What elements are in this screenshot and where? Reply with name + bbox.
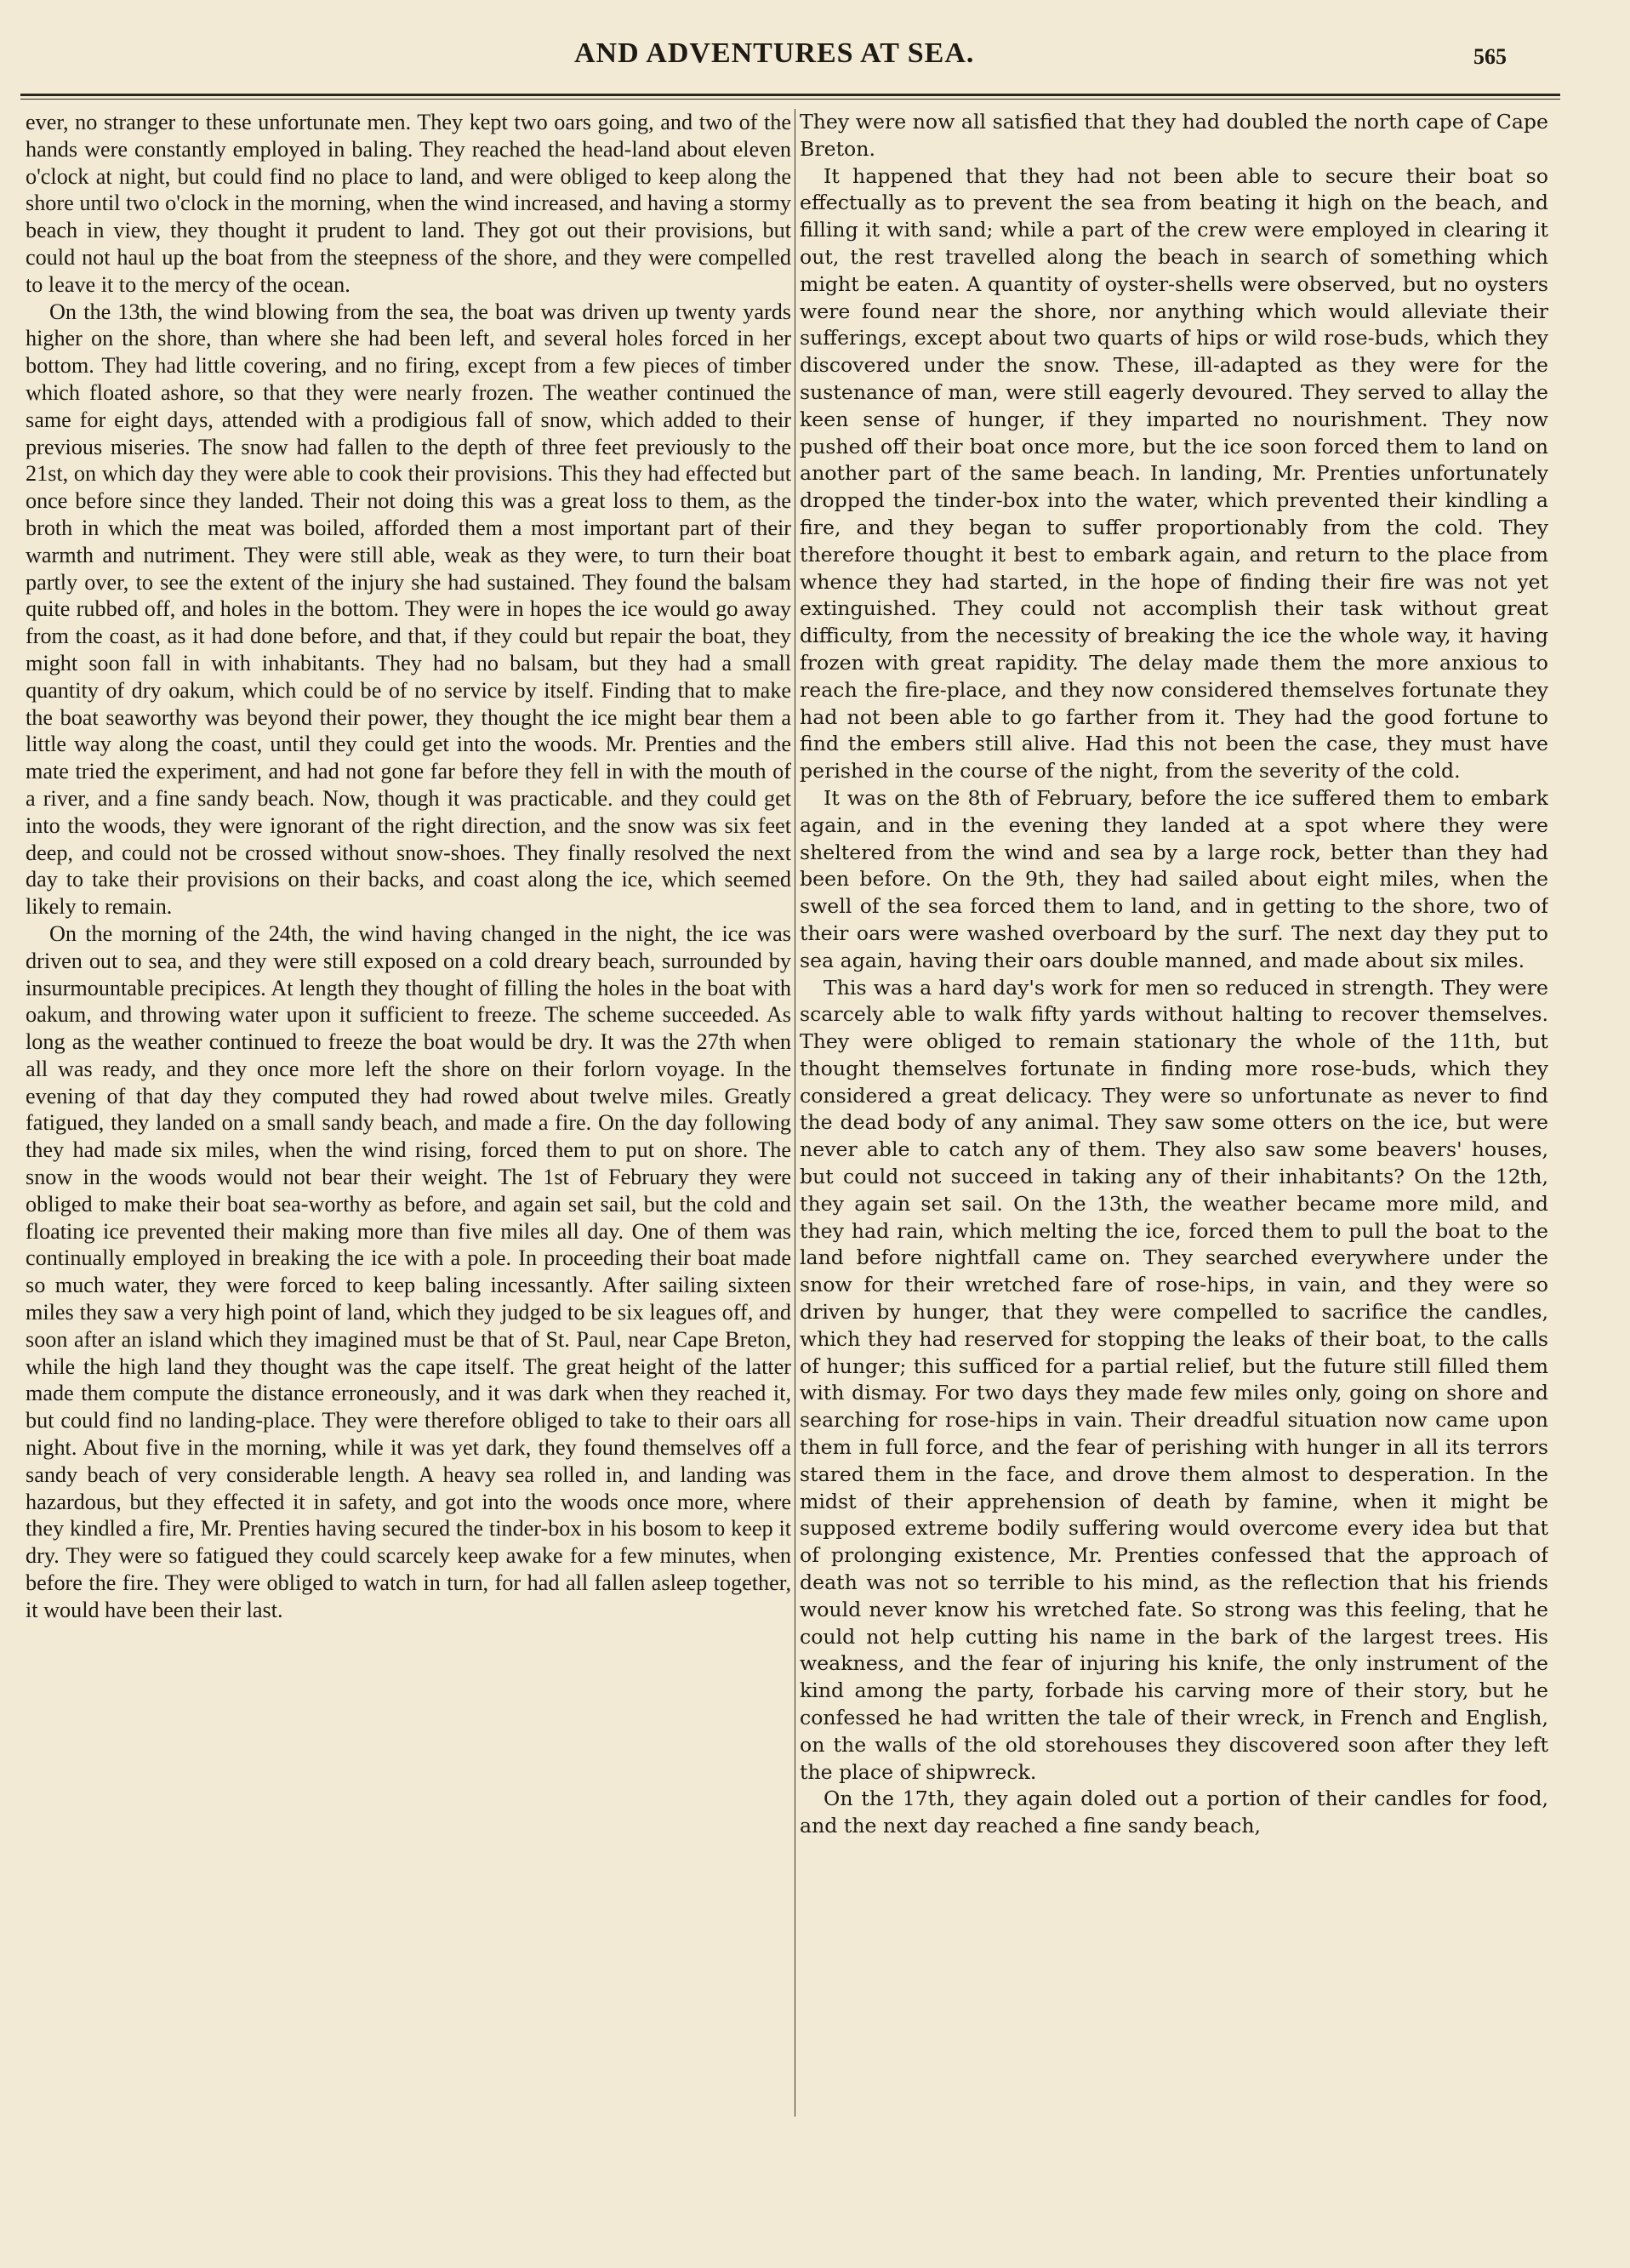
right-paragraph-4: This was a hard day's work for men so reduced in strength. They were scarcely able to walk fifty yards without halting to recover themselves. They were obliged to remain stationary the whole of the 11th, but thought themselves fortunate in finding more rose-buds, which they considered a great delicacy. They were so unfortunate as never to find the dead body of any animal. They saw some otters on the ice, but were never able to catch any of them. They also saw some beavers' houses, but could not succeed in taking any of their inhabitants? On the 12th, they again set sail. On the 13th, the weather became more mild, and they had rain, which melting the ice, forced them to pull the boat to the land before nightfall came on. They searched everywhere under the snow for their wretched fare of rose-hips, in vain, and they were so driven by hunger, that they were compelled to sacrifice the candles, which they had reserved for stopping the leaks of their boat, to the calls of hunger; this sufficed for a partial relief, but the future still filled them with dismay. For two days they made few miles only, going on shore and searching for rose-hips in vain. Their dreadful situation now came upon them in full force, and the fear of perishing with hunger in all its terrors stared them in the face, and drove them almost to desperation. In the midst of their apprehension of death by famine, when it might be supposed extreme bodily suffering would overcome every idea but that of prolonging existence, Mr. Prenties confessed that the approach of death was not so terrible to his mind, as the reflection that his friends would never know his wretched fate. So strong was this feeling, that he could not help cutting his name in the bark of the largest trees. His weakness, and the fear of injuring his knife, the only instrument of the kind among the party, forbade his carving more of their story, but he confessed he had written the tale of their wreck, in French and English, on the walls of the old storehouses they discovered soon after they left the place of shipwreck. xyxy=(800,975,1548,1784)
right-paragraph-5: On the 17th, they again doled out a portion of their candles for food, and the next day reached a fine sandy beach, xyxy=(800,1786,1548,1838)
page-number: 565 xyxy=(1473,44,1507,69)
header-rule xyxy=(20,94,1560,96)
left-column xyxy=(26,109,791,2125)
running-head xyxy=(0,37,1630,80)
left-paragraph-3: On the morning of the 24th, the wind having changed in the night, the ice was driven out to sea, and they were still exposed on a cold dreary beach, surrounded by insurmountable precipices. At length they thought of filling the holes in the boat with oakum, and throwing water upon it sufficient to freeze. The scheme succeeded. As long as the weather continued to freeze the boat would be dry. It was the 27th when all was ready, and they once more left the shore on their forlorn voyage. In the evening of that day they computed they had rowed about twelve miles. Greatly fatigued, they landed on a small sandy beach, and made a fire. On the day following they had made six miles, when the wind rising, forced them to put on shore. The snow in the woods would not bear their weight. The 1st of February they were obliged to make their boat sea-worthy as before, and again set sail, but the cold and floating ice prevented their making more than five miles all day. One of them was continually employed in breaking the ice with a pole. In proceeding their boat made so much water, they were forced to keep baling incessantly. After sailing sixteen miles they saw a very high point of land, which they judged to be six leagues off, and soon after an island which they imagined must be that of St. Paul, near Cape Breton, while the high land they thought was the cape itself. The great height of the latter made them compute the distance erroneously, and it was dark when they reached it, but could find no landing-place. They were therefore obliged to take to their oars all night. About five in the morning, while it was yet dark, they found themselves off a sandy beach of very considerable length. A heavy sea rolled in, and landing was hazardous, but they effected it in safety, and got into the woods once more, where they kindled a fire, Mr. Prenties having secured the tinder-box in his bosom to keep it dry. They were so fatigued they could scarcely keep awake for a few minutes, when before the fire. They were obliged to watch in turn, for had all fallen asleep together, it would have been their last. xyxy=(26,920,791,1622)
right-paragraph-3: It was on the 8th of February, before the ice suffered them to embark again, and in the evening they landed at a spot where they were sheltered from the wind and sea by a large rock, better than they had been before. On the 9th, they had sailed about eight miles, when the swell of the sea forced them to land, and in getting to the shore, two of their oars were washed overboard by the surf. The next day they put to sea again, having their oars double manned, and made about six miles. xyxy=(800,785,1548,972)
header-rule-thin xyxy=(20,99,1560,100)
left-paragraph-1: ever, no stranger to these unfortunate men. They kept two oars going, and two of the hands were constantly employed in baling. They reached the head-land about eleven o'clock at night, but could find no place to land, and were obliged to keep along the shore until two o'clock in the morning, when the wind increased, and having a stormy beach in view, they thought it prudent to land. They got out their provisions, but could not haul up the boat from the steepness of the shore, and they were compelled to leave it to the mercy of the ocean. xyxy=(26,110,791,297)
right-column xyxy=(800,109,1548,2125)
right-paragraph-1: They were now all satisfied that they had doubled the north cape of Cape Breton. xyxy=(800,110,1548,161)
right-paragraph-2: It happened that they had not been able to secure their boat so effectually as to prevent the sea from beating it high on the beach, and filling it with sand; while a part of the crew were employed in clearing it out, the rest travelled along the beach in search of something which might be eaten. A quantity of oyster-shells were observed, but no oysters were found near the shore, nor anything which would alleviate their sufferings, except about two quarts of hips or wild rose-buds, which they discovered under the snow. These, ill-adapted as they were for the sustenance of man, were still eagerly devoured. They served to allay the keen sense of hunger, if they imparted no nourishment. They now pushed off their boat once more, but the ice soon forced them to land on another part of the same beach. In landing, Mr. Prenties unfortunately dropped the tinder-box into the water, which prevented their kindling a fire, and they began to suffer proportionably from the cold. They therefore thought it best to embark again, and return to the place from whence they had started, in the hope of finding their fire was not yet extinguished. They could not accomplish their task without great difficulty, from the necessity of breaking the ice the whole way, it having frozen with great rapidity. The delay made them the more anxious to reach the fire-place, and they now considered themselves fortunate they had not been able to go farther from it. They had the good fortune to find the embers still alive. Had this not been the case, they must have perished in the course of the night, from the severity of the cold. xyxy=(800,163,1548,784)
left-paragraph-2: On the 13th, the wind blowing from the sea, the boat was driven up twenty yards higher on the shore, than where she had been left, and several holes forced in her bottom. They had little covering, and no firing, except from a few pieces of timber which floated ashore, so that they were nearly frozen. The weather continued the same for eight days, attended with a prodigious fall of snow, which added to their previous miseries. The snow had fallen to the depth of three feet previously to the 21st, on which day they were able to cook their provisions. This they had effected but once before since they landed. Their not doing this was a great loss to them, as the broth in which the meat was boiled, afforded them a most important part of their warmth and nutriment. They were still able, weak as they were, to turn their boat partly over, to see the extent of the injury she had sustained. They found the balsam quite rubbed off, and holes in the bottom. They were in hopes the ice would go away from the coast, as it had done before, and that, if they could but repair the boat, they might soon fall in with inhabitants. They had no balsam, but they had a small quantity of dry oakum, which could be of no service by itself. Finding that to make the boat seaworthy was beyond their power, they thought the ice might bear them a little way along the coast, until they could get into the woods. Mr. Prenties and the mate tried the experiment, and had not gone far before they fell in with the mouth of a river, and a fine sandy beach. Now, though it was practicable. and they could get into the woods, they were ignorant of the right direction, and the snow was six feet deep, and could not be crossed without snow-shoes. They finally resolved the next day to take their provisions on their backs, and coast along the ice, which seemed likely to remain. xyxy=(26,299,791,920)
running-head-title: AND ADVENTURES AT SEA. xyxy=(574,37,975,69)
